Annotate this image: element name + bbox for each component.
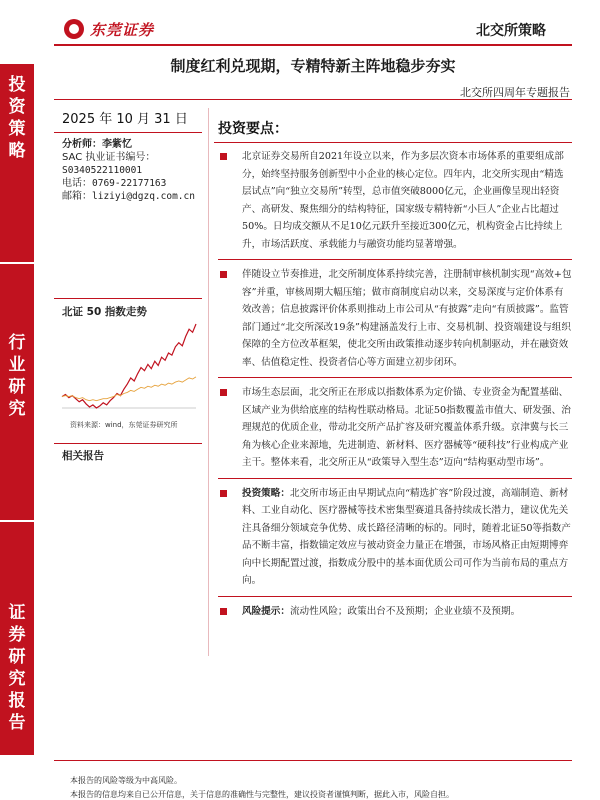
key-point-divider: [218, 377, 572, 378]
chart-source: 资料来源：wind，东莞证券研究所: [70, 421, 178, 429]
phone-number: 0769-22177163: [92, 178, 167, 189]
header-divider: [54, 44, 572, 46]
logo-text: 东莞证券: [90, 20, 155, 39]
chart-series-line-0: [62, 324, 196, 408]
bullet-square-icon: [220, 389, 227, 396]
key-point-text: 伴随设立节奏推进，北交所制度体系持续完善，注册制审核机制实现“高效+包容”并重，审核周期大幅压缩；做市商制度启动以来，交易深度与定价体系有效改善；信息披露评价体系则推动上市公司从“有披露”走向“有质披露”。监管部门通过“北交所深改19条”构建涵盖发行上市、交易机制、投资端建设与组织保障的全方位改革框架，使北交所由政策推动逐步转向机制驱动，并在融资效率、估值稳定性、投资者信心等方面建立初步闭环。: [242, 269, 572, 368]
key-point-text: 北交所市场正由早期试点向“精选扩容”阶段过渡，高端制造、新材料、工业自动化、医疗器械等技术密集型赛道具备持续成长潜力，建议优先关注具备细分领域竞争优势、成长路径清晰的标的。同时，随着北证50等指数产品不断丰富，指数锚定效应与被动资金力量正在增强，市场风格正由短期博弈向中长期配置过渡，指数成分股中的基本面优质公司可作为当前布局的重点方向。: [242, 487, 571, 586]
key-point-divider: [218, 596, 572, 597]
key-point-item: [218, 603, 572, 621]
chart-title: 北证 50 指数走势: [62, 306, 147, 318]
key-point-item: [218, 148, 572, 253]
related-divider: [54, 443, 202, 444]
email-label: 邮箱：: [62, 191, 92, 202]
key-points-title: 投资要点：: [218, 121, 288, 137]
subtitle-divider: [54, 99, 572, 100]
analyst-name: 李紫忆: [102, 139, 132, 150]
report-date: 2025 年 10 月 31 日: [62, 112, 188, 127]
email-address: liziyi@dgzq.com.cn: [92, 191, 195, 202]
related-reports-title: 相关报告: [62, 450, 104, 462]
key-point-divider: [218, 259, 572, 260]
footer-divider: [54, 760, 572, 761]
analyst-label: 分析师：: [62, 139, 102, 150]
bullet-square-icon: [220, 153, 227, 160]
footer-risk-level: 本报告的风险等级为中高风险。: [70, 776, 182, 785]
sidebar-divider: [0, 262, 34, 264]
phone-label: 电话：: [62, 178, 92, 189]
key-point-item: [218, 384, 572, 472]
key-point-text: 流动性风险；政策出台不及预期；企业业绩不及预期。: [289, 605, 521, 617]
key-points-list: [218, 148, 572, 626]
sidebar: [0, 64, 34, 755]
analyst-info: [62, 138, 202, 203]
key-point-divider: [218, 478, 572, 479]
bullet-square-icon: [220, 490, 227, 497]
key-point-text: 北京证券交易所自2021年设立以来，作为多层次资本市场体系的重要组成部分，始终坚持服务创新型中小企业的核心定位。四年内，北交所实现由“精选层试点”向“独立交易所”转型，总市值突破8000亿元，企业画像呈现出轻资产、高研发、聚焦细分的结构特征，国家级专精特新“小巨人”企业占比超过50%。日均成交额从不足10亿元跃升至接近300亿元，机构资金占比持续上升，市场活跃度、承载能力与融资功能均显著增强。: [242, 151, 564, 250]
key-point-item: [218, 266, 572, 371]
sidebar-section-strategy: 投 资 策 略: [8, 75, 26, 161]
bullet-square-icon: [220, 608, 227, 615]
column-divider: [208, 108, 209, 656]
sac-number: S0340522110001: [62, 165, 143, 176]
report-subtitle: 北交所四周年专题报告: [460, 86, 570, 99]
key-point-lead: 投资策略：: [242, 487, 290, 499]
sidebar-section-report: 证 券 研 究 报 告: [8, 603, 26, 733]
footer-disclaimer: 本报告的信息均来自已公开信息，关于信息的准确性与完整性，建议投资者谨慎判断，据此入市，风险自担。: [70, 790, 454, 799]
company-logo: [64, 16, 174, 42]
index-trend-chart: [56, 318, 202, 418]
key-point-item: [218, 485, 572, 590]
key-points-divider: [214, 142, 572, 143]
report-series: 北交所策略: [476, 23, 546, 39]
bullet-square-icon: [220, 271, 227, 278]
report-title: 制度红利兑现期，专精特新主阵地稳步夯实: [170, 57, 456, 75]
sidebar-section-industry: 行 业 研 究: [8, 333, 26, 419]
logo-mark-icon: [64, 19, 84, 39]
sidebar-divider: [0, 520, 34, 522]
key-point-lead: 风险提示：: [242, 605, 290, 617]
key-point-text: 市场生态层面，北交所正在形成以指数体系为定价锚、专业资金为配置基础、区域产业为供给底座的结构性联动格局。北证50指数覆盖市值大、研发强、治理规范的优质企业，带动北交所产品扩容及研究覆盖体系升级。京津冀与长三角为核心企业来源地，先进制造、新材料、医疗器械等“硬科技”行业构成产业主干。整体来看，北交所正从“政策导入型生态”迈向“结构驱动型市场”。: [242, 387, 571, 468]
sac-label: SAC 执业证书编号：: [62, 152, 156, 163]
chart-divider: [54, 298, 202, 299]
date-divider: [54, 132, 202, 133]
